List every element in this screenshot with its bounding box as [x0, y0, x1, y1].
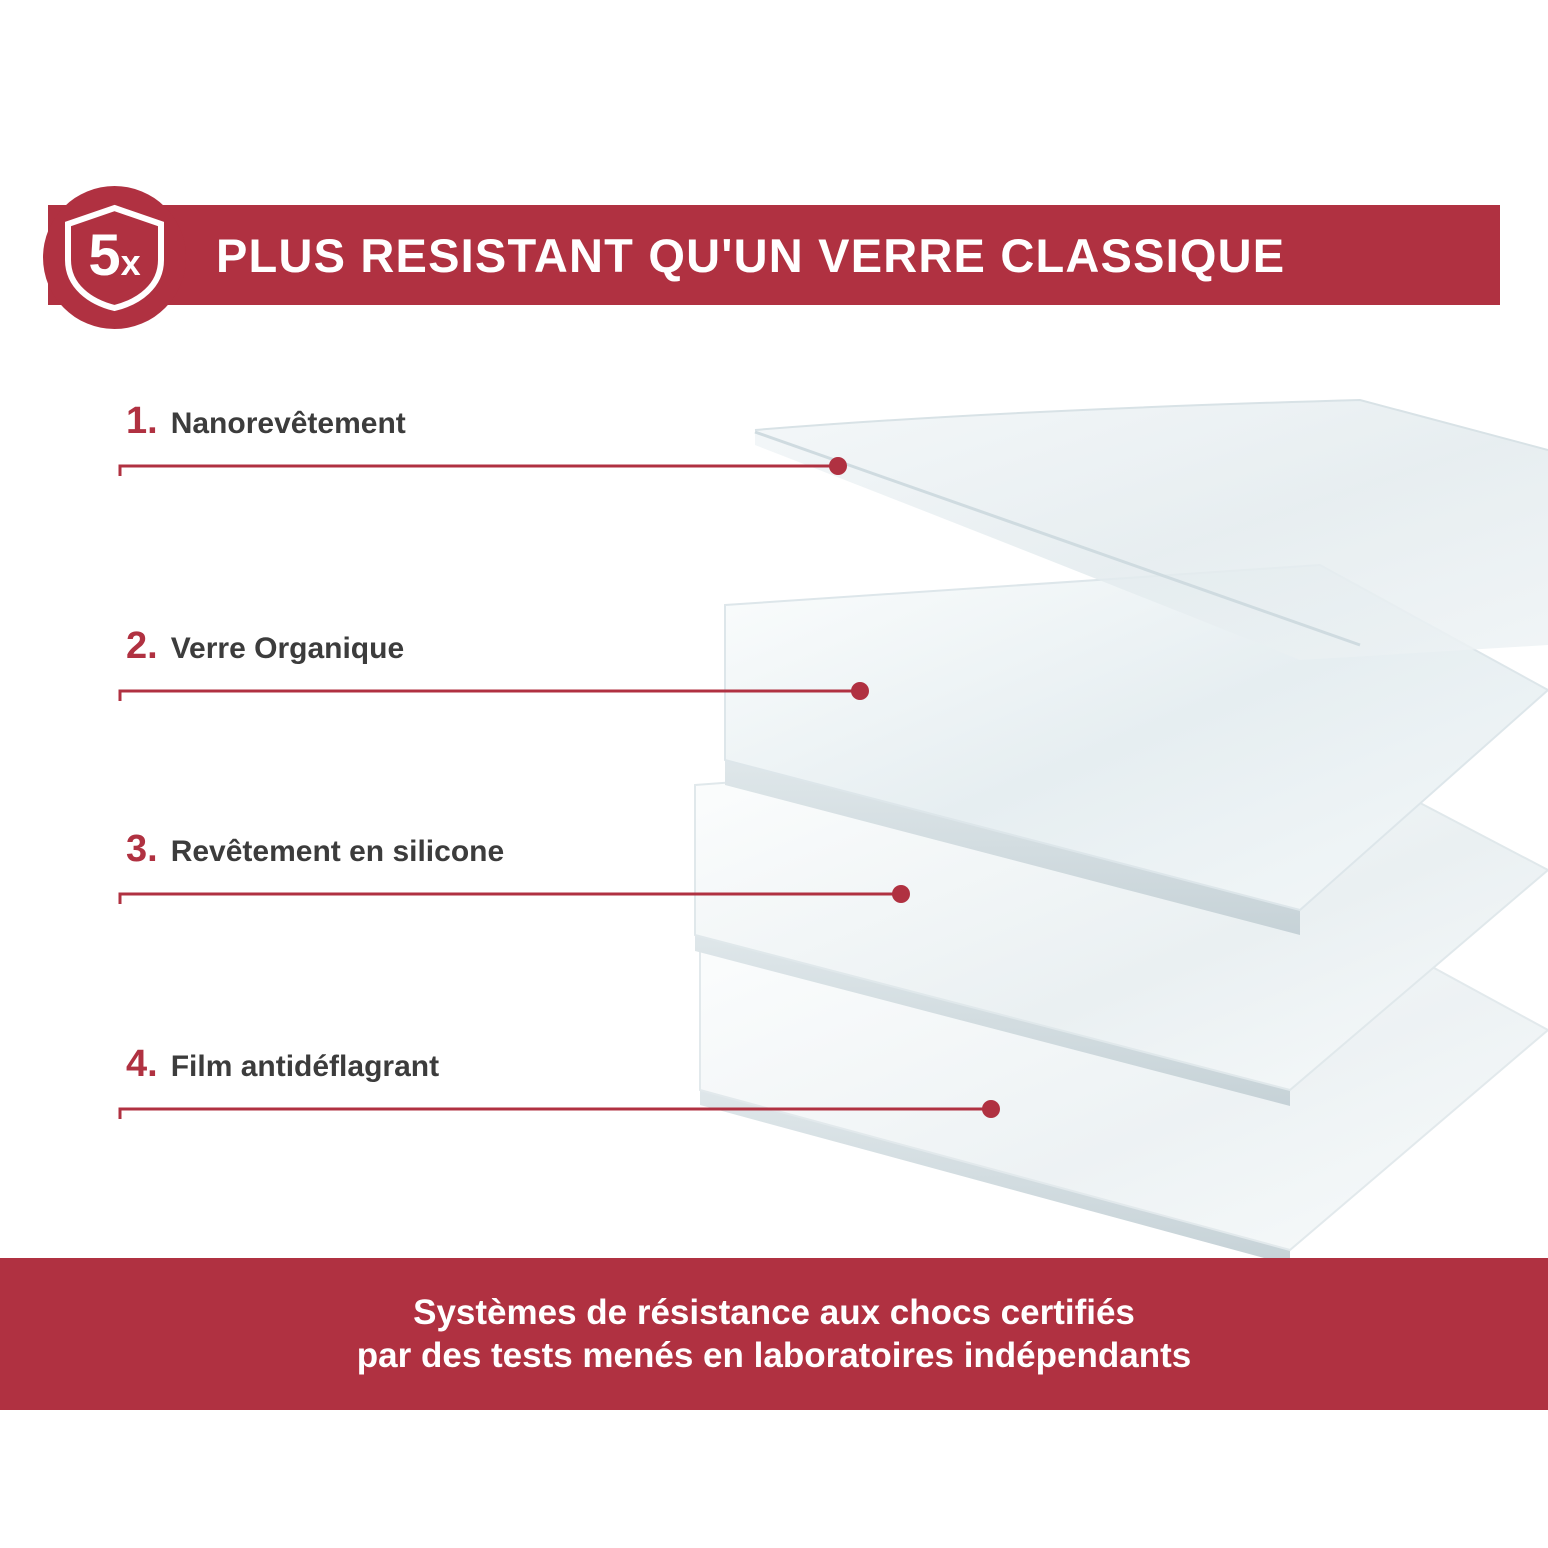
leader-dot-2	[851, 682, 869, 700]
callout-index-1: 1.	[126, 400, 158, 442]
callout-text-4: Film antidéflagrant	[170, 1050, 440, 1083]
leader-dot-3	[892, 885, 910, 903]
footer-line-2: par des tests menés en laboratoires indépendants	[356, 1336, 1192, 1375]
callout-index-2: 2.	[126, 625, 158, 667]
leader-line-1	[118, 400, 858, 478]
callout-layer-1	[118, 400, 858, 470]
callout-index-3: 3.	[126, 828, 158, 870]
footer-banner	[0, 1258, 1548, 1410]
shield-badge-number: 5	[88, 222, 121, 288]
leader-line-4	[118, 1043, 1033, 1121]
leader-dot-1	[829, 457, 847, 475]
callout-layer-4	[118, 1043, 1033, 1113]
shield-badge	[43, 186, 186, 329]
leader-dot-4	[982, 1100, 1000, 1118]
callout-text-2: Verre Organique	[170, 632, 405, 665]
shield-badge-label	[88, 222, 141, 289]
header-banner	[48, 205, 1500, 305]
footer-line-1: Systèmes de résistance aux chocs certifiés	[413, 1292, 1135, 1332]
leader-line-3	[118, 828, 1033, 906]
callout-text-3: Revêtement en silicone	[170, 835, 505, 868]
callout-index-4: 4.	[126, 1043, 158, 1085]
callout-text-1: Nanorevêtement	[170, 407, 406, 440]
page-title: PLUS RESISTANT QU'UN VERRE CLASSIQUE	[216, 228, 1286, 282]
leader-line-2	[118, 625, 888, 703]
shield-badge-suffix: x	[120, 241, 141, 283]
callout-layer-3	[118, 828, 1033, 898]
callout-layer-2	[118, 625, 888, 695]
